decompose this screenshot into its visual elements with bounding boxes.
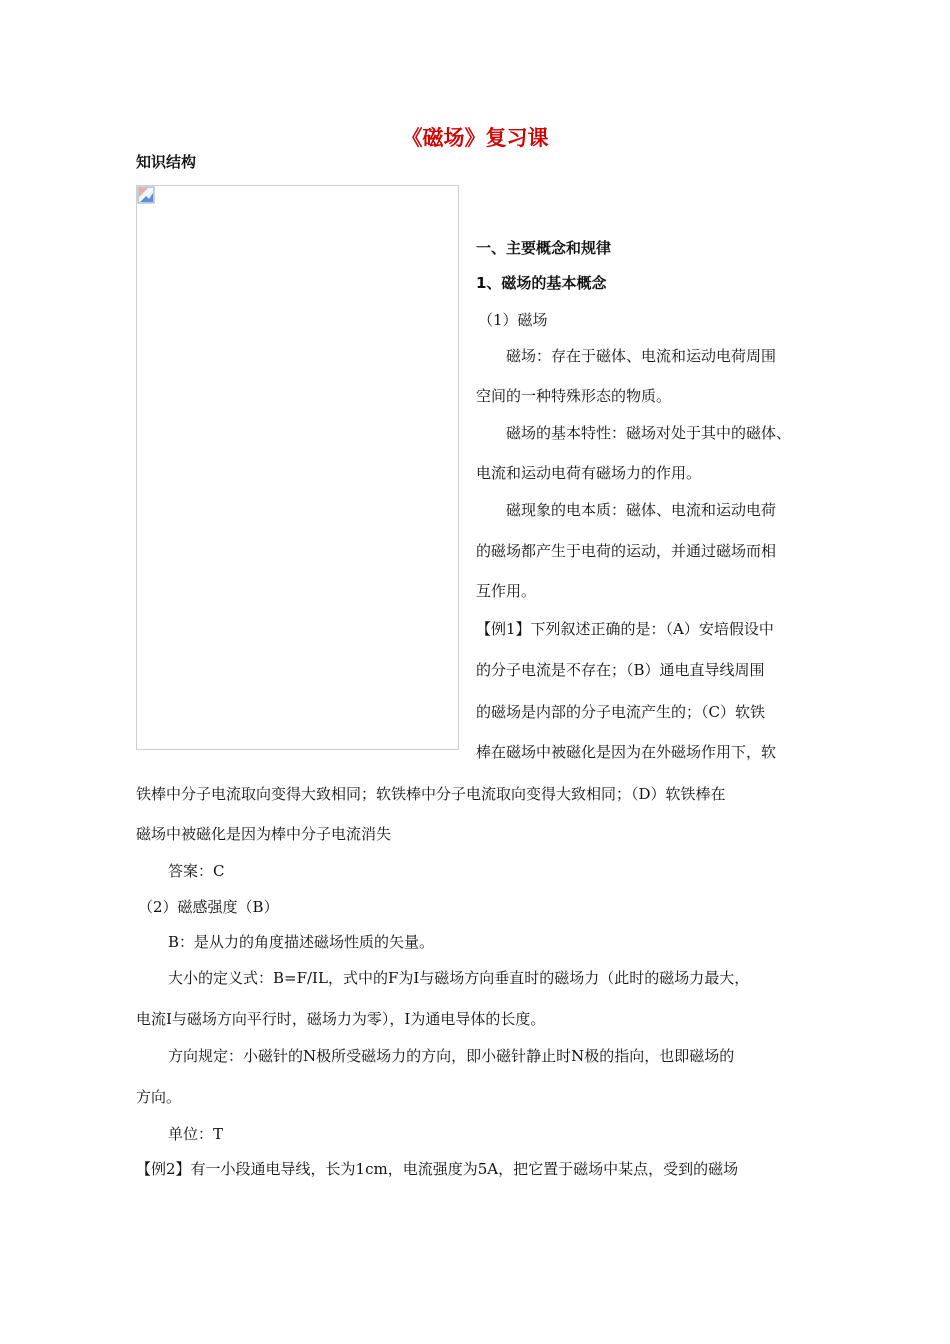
subheading-induction: （2）磁感强度（B） bbox=[138, 898, 279, 916]
heading-main-concepts: 一、主要概念和规律 bbox=[476, 239, 612, 257]
knowledge-structure-figure bbox=[136, 185, 459, 750]
p1-line1: 磁场：存在于磁体、电流和运动电荷周围 bbox=[506, 347, 777, 365]
direction-rule-line1: 方向规定：小磁针的N极所受磁场力的方向，即小磁针静止时N极的指向，也即磁场的 bbox=[168, 1047, 735, 1065]
p3-line3: 互作用。 bbox=[476, 582, 537, 600]
page-title: 《磁场》复习课 bbox=[401, 126, 549, 150]
p1-line2: 空间的一种特殊形态的物质。 bbox=[476, 387, 672, 405]
unit: 单位：T bbox=[168, 1125, 224, 1143]
size-definition-line1: 大小的定义式：B=F/IL，式中的F为I与磁场方向垂直时的磁场力（此时的磁场力最大， bbox=[168, 969, 750, 987]
example1-line6: 磁场中被磁化是因为棒中分子电流消失 bbox=[136, 825, 392, 843]
heading-basic-concepts: 1、磁场的基本概念 bbox=[476, 274, 607, 292]
example1-line5: 铁棒中分子电流取向变得大致相同；软铁棒中分子电流取向变得大致相同；（D）软铁棒在 bbox=[136, 785, 726, 803]
example2-line1: 【例2】有一小段通电导线，长为1cm，电流强度为5A，把它置于磁场中某点，受到的磁场 bbox=[136, 1160, 739, 1178]
example1-line4: 棒在磁场中被磁化是因为在外磁场作用下，软 bbox=[476, 743, 777, 761]
broken-image-icon bbox=[137, 186, 155, 204]
p3-line1: 磁现象的电本质：磁体、电流和运动电荷 bbox=[506, 501, 777, 519]
p2-line2: 电流和运动电荷有磁场力的作用。 bbox=[476, 464, 702, 482]
b-definition: B：是从力的角度描述磁场性质的矢量。 bbox=[168, 933, 435, 951]
section-label: 知识结构 bbox=[136, 153, 197, 171]
size-definition-line2: 电流I与磁场方向平行时，磁场力为零），I为通电导体的长度。 bbox=[136, 1010, 546, 1028]
example1-line1: 【例1】下列叙述正确的是：（A）安培假设中 bbox=[476, 620, 774, 638]
answer1: 答案：C bbox=[168, 862, 225, 880]
p2-line1: 磁场的基本特性：磁场对处于其中的磁体、 bbox=[506, 424, 792, 442]
subheading-field: （1）磁场 bbox=[478, 311, 548, 329]
example1-line2: 的分子电流是不存在；（B）通电直导线周围 bbox=[476, 661, 765, 679]
direction-rule-line2: 方向。 bbox=[136, 1088, 182, 1106]
p3-line2: 的磁场都产生于电荷的运动，并通过磁场而相 bbox=[476, 542, 777, 560]
example1-line3: 的磁场是内部的分子电流产生的；（C）软铁 bbox=[476, 703, 765, 721]
